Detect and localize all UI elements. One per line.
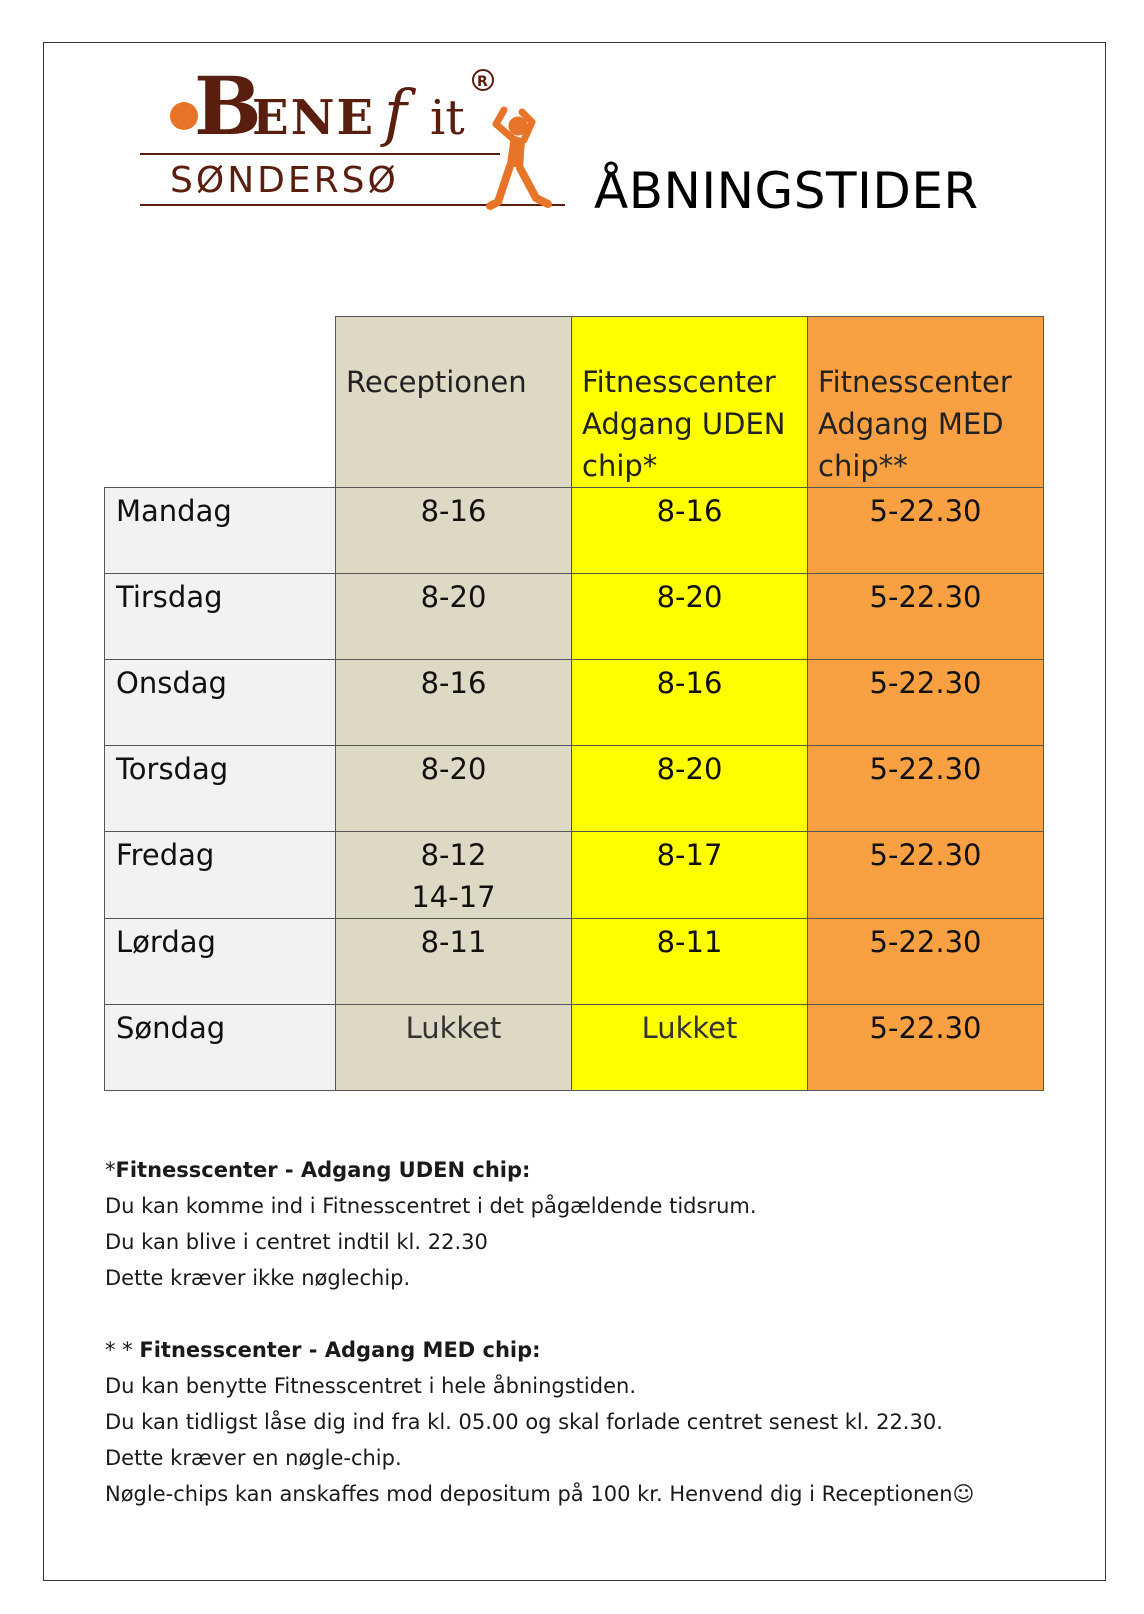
without-chip-hours: 8-11 xyxy=(572,919,808,1005)
svg-text:SØNDERSØ: SØNDERSØ xyxy=(170,160,399,201)
day-label: Søndag xyxy=(105,1005,336,1091)
table-row xyxy=(105,832,1044,919)
with-chip-hours: 5-22.30 xyxy=(808,919,1044,1005)
table-corner xyxy=(105,317,336,488)
table-row xyxy=(105,919,1044,1005)
reception-hours: 8-11 xyxy=(336,919,572,1005)
header-reception xyxy=(336,317,572,488)
svg-text:it: it xyxy=(430,90,465,146)
footnote-line: Du kan komme ind i Fitnesscentret i det pågældende tidsrum. xyxy=(105,1194,757,1218)
without-chip-hours: 8-20 xyxy=(572,746,808,832)
with-chip-hours: 5-22.30 xyxy=(808,746,1044,832)
day-label: Tirsdag xyxy=(105,574,336,660)
table-row xyxy=(105,746,1044,832)
table-row xyxy=(105,488,1044,574)
footnote-line: Dette kræver ikke nøglechip. xyxy=(105,1266,411,1290)
svg-text:f: f xyxy=(384,76,407,149)
opening-hours-table xyxy=(104,316,1044,1091)
footnote-with-chip xyxy=(105,1332,1065,1512)
with-chip-hours: 5-22.30 xyxy=(808,832,1044,919)
without-chip-hours: 8-17 xyxy=(572,832,808,919)
day-label: Fredag xyxy=(105,832,336,919)
footnote-line: Du kan tidligst låse dig ind fra kl. 05.00 og skal forlade centret senest kl. 22.30. xyxy=(105,1410,943,1434)
page-title: ÅBNINGSTIDER xyxy=(594,162,979,220)
footnote-marker: * * xyxy=(105,1338,133,1362)
svg-text:ENE: ENE xyxy=(252,90,376,146)
table-row xyxy=(105,660,1044,746)
header-line: Fitnesscenter xyxy=(818,365,1012,399)
footnote-line: Dette kræver en nøgle-chip. xyxy=(105,1446,402,1470)
table-row xyxy=(105,1005,1044,1091)
footnote-marker: * xyxy=(105,1158,116,1182)
footnote-title: Fitnesscenter - Adgang MED chip: xyxy=(139,1338,541,1362)
reception-hours: Lukket xyxy=(336,1005,572,1091)
reception-hours: 8-20 xyxy=(336,746,572,832)
header-line: chip* xyxy=(582,449,658,483)
footnote-line: Nøgle-chips kan anskaffes mod depositum på 100 kr. Henvend dig i Receptionen☺ xyxy=(105,1482,975,1506)
day-label: Lørdag xyxy=(105,919,336,1005)
header-line: chip** xyxy=(818,449,908,483)
without-chip-hours: 8-20 xyxy=(572,574,808,660)
header-with-chip xyxy=(808,317,1044,488)
day-label: Torsdag xyxy=(105,746,336,832)
footnote-line: Du kan blive i centret indtil kl. 22.30 xyxy=(105,1230,488,1254)
benefit-logo xyxy=(140,64,565,219)
reception-hours: 8-16 xyxy=(336,660,572,746)
header-line: Adgang UDEN xyxy=(582,407,786,441)
with-chip-hours: 5-22.30 xyxy=(808,488,1044,574)
day-label: Onsdag xyxy=(105,660,336,746)
reception-hours: 8-16 xyxy=(336,488,572,574)
svg-text:B: B xyxy=(194,64,260,153)
footnote-heading xyxy=(105,1152,1065,1188)
without-chip-hours: 8-16 xyxy=(572,488,808,574)
header-line: Receptionen xyxy=(346,365,527,399)
footnote-heading xyxy=(105,1332,1065,1368)
table-header-row xyxy=(105,317,1044,488)
with-chip-hours: 5-22.30 xyxy=(808,1005,1044,1091)
day-label: Mandag xyxy=(105,488,336,574)
without-chip-hours: 8-16 xyxy=(572,660,808,746)
with-chip-hours: 5-22.30 xyxy=(808,660,1044,746)
reception-hours: 8-12 14-17 xyxy=(336,832,572,919)
with-chip-hours: 5-22.30 xyxy=(808,574,1044,660)
footnote-line: Du kan benytte Fitnesscentret i hele åbningstiden. xyxy=(105,1374,636,1398)
without-chip-hours: Lukket xyxy=(572,1005,808,1091)
reception-hours: 8-20 xyxy=(336,574,572,660)
footnote-title: Fitnesscenter - Adgang UDEN chip: xyxy=(115,1158,531,1182)
svg-text:R: R xyxy=(477,74,488,90)
header-line: Fitnesscenter xyxy=(582,365,776,399)
header-without-chip xyxy=(572,317,808,488)
footnote-without-chip xyxy=(105,1152,1065,1296)
header-line: Adgang MED xyxy=(818,407,1004,441)
footnotes xyxy=(105,1152,1065,1548)
table-row xyxy=(105,574,1044,660)
